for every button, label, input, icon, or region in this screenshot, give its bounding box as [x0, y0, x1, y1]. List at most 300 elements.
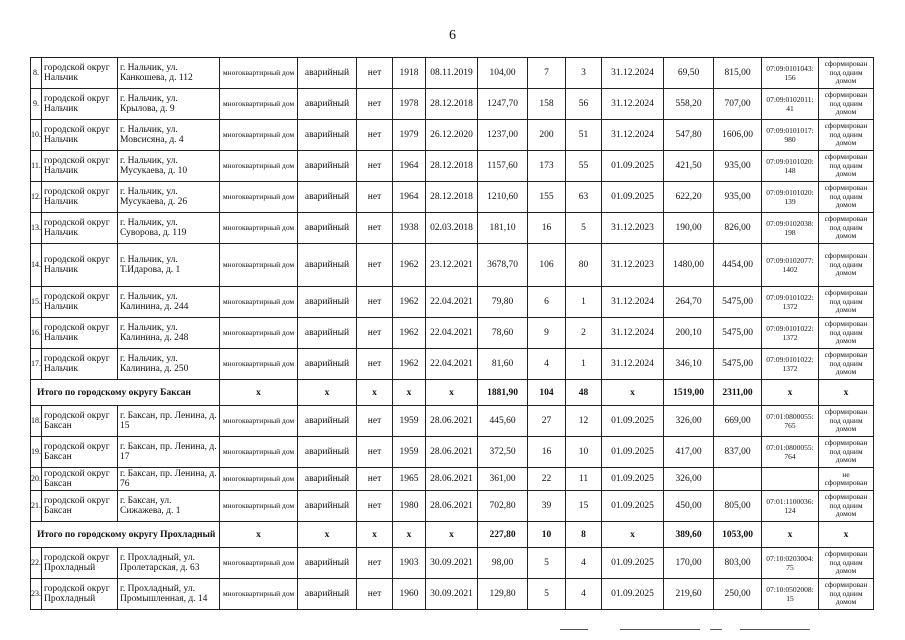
cell-year: 1903 [393, 548, 426, 579]
cell-units: 5 [566, 213, 602, 244]
cell-cost: 5475,00 [714, 287, 762, 318]
cell-mun: городской округ Нальчик [42, 89, 118, 120]
cell-deadline: 31.12.2024 [602, 287, 664, 318]
cell-area2: 558,20 [664, 89, 714, 120]
subtotal-cell-area2: 389,60 [664, 522, 714, 548]
cell-cad: 07:09:0102077: 1402 [762, 244, 819, 287]
cell-deadline: 01.09.2025 [602, 548, 664, 579]
cell-units: 56 [566, 89, 602, 120]
cell-units: 11 [566, 468, 602, 491]
cell-area2: 326,00 [664, 406, 714, 437]
cell-cond: аварийный [298, 244, 357, 287]
cell-area2: 450,00 [664, 491, 714, 522]
subtotal-label: Итого по городскому округу Прохладный [31, 522, 220, 548]
cell-people: 6 [528, 287, 566, 318]
subtotal-cell-c1: x [220, 380, 298, 406]
cell-people: 155 [528, 182, 566, 213]
cell-cond: аварийный [298, 213, 357, 244]
cell-area2: 200,10 [664, 318, 714, 349]
cell-units: 80 [566, 244, 602, 287]
cell-year: 1964 [393, 151, 426, 182]
cell-people: 22 [528, 468, 566, 491]
cell-cond: аварийный [298, 468, 357, 491]
cell-n: 22. [31, 548, 42, 579]
cell-area2: 1480,00 [664, 244, 714, 287]
cell-status: сформирован под одним домом [819, 58, 874, 89]
cell-date: 02.03.2018 [426, 213, 478, 244]
cell-status: сформирован под одним домом [819, 89, 874, 120]
cell-n: 18. [31, 406, 42, 437]
subtotal-cell-area2: 1519,00 [664, 380, 714, 406]
cell-cad [762, 468, 819, 491]
cell-area: 98,00 [478, 548, 528, 579]
cell-people: 7 [528, 58, 566, 89]
cell-mun: городской округ Нальчик [42, 318, 118, 349]
cell-mun: городской округ Нальчик [42, 213, 118, 244]
cell-cost: 5475,00 [714, 349, 762, 380]
cell-flag: нет [357, 287, 393, 318]
cell-people: 173 [528, 151, 566, 182]
cell-status: сформирован под одним домом [819, 244, 874, 287]
cell-mun: городской округ Нальчик [42, 182, 118, 213]
cell-status: сформирован под одним домом [819, 287, 874, 318]
cell-n: 19. [31, 437, 42, 468]
table-row [31, 182, 874, 213]
subtotal-cell-c4: x [393, 380, 426, 406]
subtotal-cell-c3: x [357, 522, 393, 548]
cell-cad: 07:01:1100036: 124 [762, 491, 819, 522]
cell-mun: городской округ Нальчик [42, 151, 118, 182]
cell-flag: нет [357, 318, 393, 349]
cell-cond: аварийный [298, 579, 357, 610]
subtotal-cell-c1: x [220, 522, 298, 548]
cell-deadline: 01.09.2025 [602, 406, 664, 437]
subtotal-cell-cad: x [762, 380, 819, 406]
cell-cost: 935,00 [714, 151, 762, 182]
table-row [31, 437, 874, 468]
cell-area: 78,60 [478, 318, 528, 349]
cell-cond: аварийный [298, 437, 357, 468]
table-row [31, 287, 874, 318]
cell-cost: 826,00 [714, 213, 762, 244]
cell-date: 28.12.2018 [426, 89, 478, 120]
cell-year: 1980 [393, 491, 426, 522]
subtotal-cell-area: 227,80 [478, 522, 528, 548]
cell-type: многоквартирный дом [220, 287, 298, 318]
cell-area2: 346,10 [664, 349, 714, 380]
cell-status: сформирован под одним домом [819, 579, 874, 610]
cell-cond: аварийный [298, 151, 357, 182]
cell-flag: нет [357, 213, 393, 244]
subtotal-cell-units: 48 [566, 380, 602, 406]
housing-registry-table [30, 57, 874, 610]
subtotal-cell-c5: x [426, 522, 478, 548]
cell-flag: нет [357, 468, 393, 491]
cell-n: 14. [31, 244, 42, 287]
cell-people: 16 [528, 437, 566, 468]
table-row [31, 120, 874, 151]
cell-type: многоквартирный дом [220, 548, 298, 579]
subtotal-row [31, 522, 874, 548]
table-row [31, 213, 874, 244]
table-row [31, 406, 874, 437]
cell-cond: аварийный [298, 89, 357, 120]
cell-cost: 669,00 [714, 406, 762, 437]
cell-date: 28.06.2021 [426, 468, 478, 491]
cell-status: сформирован под одним домом [819, 120, 874, 151]
cell-addr: г. Нальчик, ул. Канкошева, д. 112 [118, 58, 220, 89]
cell-deadline: 01.09.2025 [602, 151, 664, 182]
table-body [31, 58, 874, 610]
cell-addr: г. Нальчик, ул. Мусукаева, д. 26 [118, 182, 220, 213]
cell-type: многоквартирный дом [220, 244, 298, 287]
cell-cad: 07:09:0101022: 1372 [762, 318, 819, 349]
cell-cost: 805,00 [714, 491, 762, 522]
cell-type: многоквартирный дом [220, 437, 298, 468]
cell-date: 26.12.2020 [426, 120, 478, 151]
cell-area: 361,00 [478, 468, 528, 491]
table-row [31, 318, 874, 349]
cell-mun: городской округ Прохладный [42, 548, 118, 579]
cell-cond: аварийный [298, 120, 357, 151]
cell-cost: 1606,00 [714, 120, 762, 151]
bottom-border-marks [560, 629, 860, 635]
cell-date: 22.04.2021 [426, 318, 478, 349]
cell-deadline: 01.09.2025 [602, 491, 664, 522]
cell-cad: 07:09:0101043: 156 [762, 58, 819, 89]
cell-cond: аварийный [298, 491, 357, 522]
cell-area: 1237,00 [478, 120, 528, 151]
cell-deadline: 31.12.2023 [602, 244, 664, 287]
cell-area: 3678,70 [478, 244, 528, 287]
cell-addr: г. Нальчик, ул. Калинина, д. 248 [118, 318, 220, 349]
cell-n: 9. [31, 89, 42, 120]
cell-deadline: 01.09.2025 [602, 182, 664, 213]
cell-deadline: 31.12.2024 [602, 318, 664, 349]
cell-addr: г. Нальчик, ул. Мусукаева, д. 10 [118, 151, 220, 182]
cell-date: 30.09.2021 [426, 548, 478, 579]
cell-area2: 190,00 [664, 213, 714, 244]
cell-addr: г. Баксан, пр. Ленина, д. 17 [118, 437, 220, 468]
cell-deadline: 01.09.2025 [602, 579, 664, 610]
cell-area2: 170,00 [664, 548, 714, 579]
cell-cond: аварийный [298, 58, 357, 89]
cell-cad: 07:10:0502008: 15 [762, 579, 819, 610]
cell-cost: 935,00 [714, 182, 762, 213]
cell-n: 12. [31, 182, 42, 213]
cell-n: 20. [31, 468, 42, 491]
cell-n: 11. [31, 151, 42, 182]
cell-type: многоквартирный дом [220, 89, 298, 120]
cell-people: 9 [528, 318, 566, 349]
cell-flag: нет [357, 182, 393, 213]
cell-mun: городской округ Нальчик [42, 349, 118, 380]
cell-area: 104,00 [478, 58, 528, 89]
cell-people: 5 [528, 579, 566, 610]
cell-mun: городской округ Баксан [42, 491, 118, 522]
cell-year: 1959 [393, 406, 426, 437]
subtotal-cell-cost: 1053,00 [714, 522, 762, 548]
cell-date: 08.11.2019 [426, 58, 478, 89]
cell-n: 17. [31, 349, 42, 380]
subtotal-row [31, 380, 874, 406]
cell-date: 23.12.2021 [426, 244, 478, 287]
cell-mun: городской округ Нальчик [42, 120, 118, 151]
cell-type: многоквартирный дом [220, 213, 298, 244]
table-row [31, 548, 874, 579]
table-row [31, 491, 874, 522]
table-row [31, 349, 874, 380]
cell-flag: нет [357, 89, 393, 120]
cell-n: 23. [31, 579, 42, 610]
cell-addr: г. Нальчик, ул. Мовсисяна, д. 4 [118, 120, 220, 151]
cell-year: 1960 [393, 579, 426, 610]
cell-addr: г. Нальчик, ул. Т.Идарова, д. 1 [118, 244, 220, 287]
subtotal-cell-c2: x [298, 522, 357, 548]
cell-cost: 4454,00 [714, 244, 762, 287]
cell-area: 129,80 [478, 579, 528, 610]
cell-year: 1918 [393, 58, 426, 89]
cell-units: 10 [566, 437, 602, 468]
cell-addr: г. Прохладный, ул. Пролетарская, д. 63 [118, 548, 220, 579]
cell-units: 3 [566, 58, 602, 89]
cell-date: 28.06.2021 [426, 406, 478, 437]
cell-cad: 07:01:0800055: 765 [762, 406, 819, 437]
cell-area: 1157,60 [478, 151, 528, 182]
cell-units: 1 [566, 287, 602, 318]
cell-year: 1962 [393, 318, 426, 349]
cell-type: многоквартирный дом [220, 491, 298, 522]
cell-people: 106 [528, 244, 566, 287]
cell-flag: нет [357, 437, 393, 468]
table-row [31, 244, 874, 287]
cell-units: 2 [566, 318, 602, 349]
cell-flag: нет [357, 406, 393, 437]
cell-date: 22.04.2021 [426, 287, 478, 318]
cell-area2: 219,60 [664, 579, 714, 610]
cell-addr: г. Баксан, ул. Сижажева, д. 1 [118, 491, 220, 522]
cell-cost: 837,00 [714, 437, 762, 468]
cell-year: 1979 [393, 120, 426, 151]
cell-type: многоквартирный дом [220, 182, 298, 213]
cell-people: 39 [528, 491, 566, 522]
cell-flag: нет [357, 58, 393, 89]
cell-type: многоквартирный дом [220, 468, 298, 491]
cell-cond: аварийный [298, 548, 357, 579]
cell-status: сформирован под одним домом [819, 151, 874, 182]
subtotal-cell-c2: x [298, 380, 357, 406]
cell-deadline: 31.12.2023 [602, 213, 664, 244]
cell-flag: нет [357, 349, 393, 380]
cell-type: многоквартирный дом [220, 349, 298, 380]
cell-area2: 622,20 [664, 182, 714, 213]
cell-status: не сформирован [819, 468, 874, 491]
cell-cond: аварийный [298, 318, 357, 349]
cell-area2: 264,70 [664, 287, 714, 318]
cell-date: 28.06.2021 [426, 437, 478, 468]
cell-mun: городской округ Баксан [42, 437, 118, 468]
cell-type: многоквартирный дом [220, 318, 298, 349]
cell-cad: 07:09:0101022: 1372 [762, 349, 819, 380]
subtotal-cell-status: x [819, 522, 874, 548]
cell-cost [714, 468, 762, 491]
cell-mun: городской округ Прохладный [42, 579, 118, 610]
cell-cond: аварийный [298, 287, 357, 318]
cell-area: 372,50 [478, 437, 528, 468]
subtotal-cell-area: 1881,90 [478, 380, 528, 406]
cell-mun: городской округ Баксан [42, 406, 118, 437]
cell-units: 51 [566, 120, 602, 151]
cell-flag: нет [357, 548, 393, 579]
cell-addr: г. Баксан, пр. Ленина, д. 15 [118, 406, 220, 437]
cell-n: 21. [31, 491, 42, 522]
cell-flag: нет [357, 244, 393, 287]
cell-status: сформирован под одним домом [819, 318, 874, 349]
cell-type: многоквартирный дом [220, 406, 298, 437]
cell-cond: аварийный [298, 182, 357, 213]
subtotal-cell-c3: x [357, 380, 393, 406]
cell-cad: 07:09:0102038: 198 [762, 213, 819, 244]
cell-flag: нет [357, 491, 393, 522]
cell-people: 200 [528, 120, 566, 151]
cell-people: 16 [528, 213, 566, 244]
cell-cad: 07:09:0101022: 1372 [762, 287, 819, 318]
cell-units: 4 [566, 579, 602, 610]
cell-year: 1962 [393, 244, 426, 287]
cell-deadline: 31.12.2024 [602, 89, 664, 120]
subtotal-cell-c4: x [393, 522, 426, 548]
cell-people: 27 [528, 406, 566, 437]
cell-area: 702,80 [478, 491, 528, 522]
subtotal-cell-status: x [819, 380, 874, 406]
cell-addr: г. Нальчик, ул. Крылова, д. 9 [118, 89, 220, 120]
cell-type: многоквартирный дом [220, 579, 298, 610]
cell-units: 63 [566, 182, 602, 213]
cell-units: 12 [566, 406, 602, 437]
cell-date: 22.04.2021 [426, 349, 478, 380]
cell-people: 4 [528, 349, 566, 380]
cell-addr: г. Прохладный, ул. Промышленная, д. 14 [118, 579, 220, 610]
cell-type: многоквартирный дом [220, 120, 298, 151]
cell-mun: городской округ Нальчик [42, 244, 118, 287]
cell-year: 1978 [393, 89, 426, 120]
cell-year: 1938 [393, 213, 426, 244]
cell-cost: 815,00 [714, 58, 762, 89]
page-number: 6 [449, 28, 456, 43]
cell-deadline: 01.09.2025 [602, 468, 664, 491]
cell-cad: 07:10:0203004: 75 [762, 548, 819, 579]
cell-n: 13. [31, 213, 42, 244]
cell-area: 181,10 [478, 213, 528, 244]
cell-year: 1962 [393, 349, 426, 380]
cell-addr: г. Нальчик, ул. Калинина, д. 244 [118, 287, 220, 318]
cell-cad: 07:09:0101020: 139 [762, 182, 819, 213]
cell-flag: нет [357, 579, 393, 610]
cell-mun: городской округ Нальчик [42, 287, 118, 318]
cell-status: сформирован под одним домом [819, 548, 874, 579]
cell-deadline: 01.09.2025 [602, 437, 664, 468]
cell-addr: г. Нальчик, ул. Калинина, д. 250 [118, 349, 220, 380]
cell-units: 1 [566, 349, 602, 380]
cell-mun: городской округ Нальчик [42, 58, 118, 89]
cell-year: 1965 [393, 468, 426, 491]
cell-deadline: 31.12.2024 [602, 349, 664, 380]
cell-units: 15 [566, 491, 602, 522]
cell-area: 79,80 [478, 287, 528, 318]
cell-addr: г. Баксан, пр. Ленина, д. 76 [118, 468, 220, 491]
cell-area: 1247,70 [478, 89, 528, 120]
cell-n: 8. [31, 58, 42, 89]
cell-date: 28.12.2018 [426, 151, 478, 182]
cell-cost: 250,00 [714, 579, 762, 610]
cell-people: 5 [528, 548, 566, 579]
subtotal-cell-cad: x [762, 522, 819, 548]
cell-cad: 07:09:0101020: 148 [762, 151, 819, 182]
subtotal-cell-people: 104 [528, 380, 566, 406]
cell-addr: г. Нальчик, ул. Суворова, д. 119 [118, 213, 220, 244]
cell-cost: 803,00 [714, 548, 762, 579]
cell-units: 4 [566, 548, 602, 579]
cell-area: 445,60 [478, 406, 528, 437]
subtotal-cell-c5: x [426, 380, 478, 406]
cell-cad: 07:01:0800055: 764 [762, 437, 819, 468]
cell-area2: 547,80 [664, 120, 714, 151]
cell-deadline: 31.12.2024 [602, 58, 664, 89]
cell-flag: нет [357, 120, 393, 151]
cell-cond: аварийный [298, 349, 357, 380]
subtotal-cell-people: 10 [528, 522, 566, 548]
cell-status: сформирован под одним домом [819, 437, 874, 468]
cell-people: 158 [528, 89, 566, 120]
table-row [31, 58, 874, 89]
cell-area: 81,60 [478, 349, 528, 380]
cell-cad: 07:09:0102011: 41 [762, 89, 819, 120]
cell-area2: 417,00 [664, 437, 714, 468]
cell-area2: 69,50 [664, 58, 714, 89]
table-row [31, 89, 874, 120]
cell-year: 1962 [393, 287, 426, 318]
cell-area: 1210,60 [478, 182, 528, 213]
cell-deadline: 31.12.2024 [602, 120, 664, 151]
subtotal-label: Итого по городскому округу Баксан [31, 380, 220, 406]
subtotal-cell-deadline: x [602, 380, 664, 406]
cell-year: 1964 [393, 182, 426, 213]
cell-type: многоквартирный дом [220, 58, 298, 89]
cell-status: сформирован под одним домом [819, 182, 874, 213]
cell-area2: 421,50 [664, 151, 714, 182]
table-row [31, 151, 874, 182]
cell-date: 30.09.2021 [426, 579, 478, 610]
cell-status: сформирован под одним домом [819, 406, 874, 437]
cell-area2: 326,00 [664, 468, 714, 491]
cell-n: 15. [31, 287, 42, 318]
cell-year: 1959 [393, 437, 426, 468]
subtotal-cell-units: 8 [566, 522, 602, 548]
cell-n: 16. [31, 318, 42, 349]
cell-type: многоквартирный дом [220, 151, 298, 182]
subtotal-cell-cost: 2311,00 [714, 380, 762, 406]
cell-date: 28.12.2018 [426, 182, 478, 213]
table-row [31, 579, 874, 610]
cell-n: 10. [31, 120, 42, 151]
cell-status: сформирован под одним домом [819, 491, 874, 522]
subtotal-cell-deadline: x [602, 522, 664, 548]
cell-status: сформирован под одним домом [819, 213, 874, 244]
table-row [31, 468, 874, 491]
cell-flag: нет [357, 151, 393, 182]
cell-cond: аварийный [298, 406, 357, 437]
cell-units: 55 [566, 151, 602, 182]
